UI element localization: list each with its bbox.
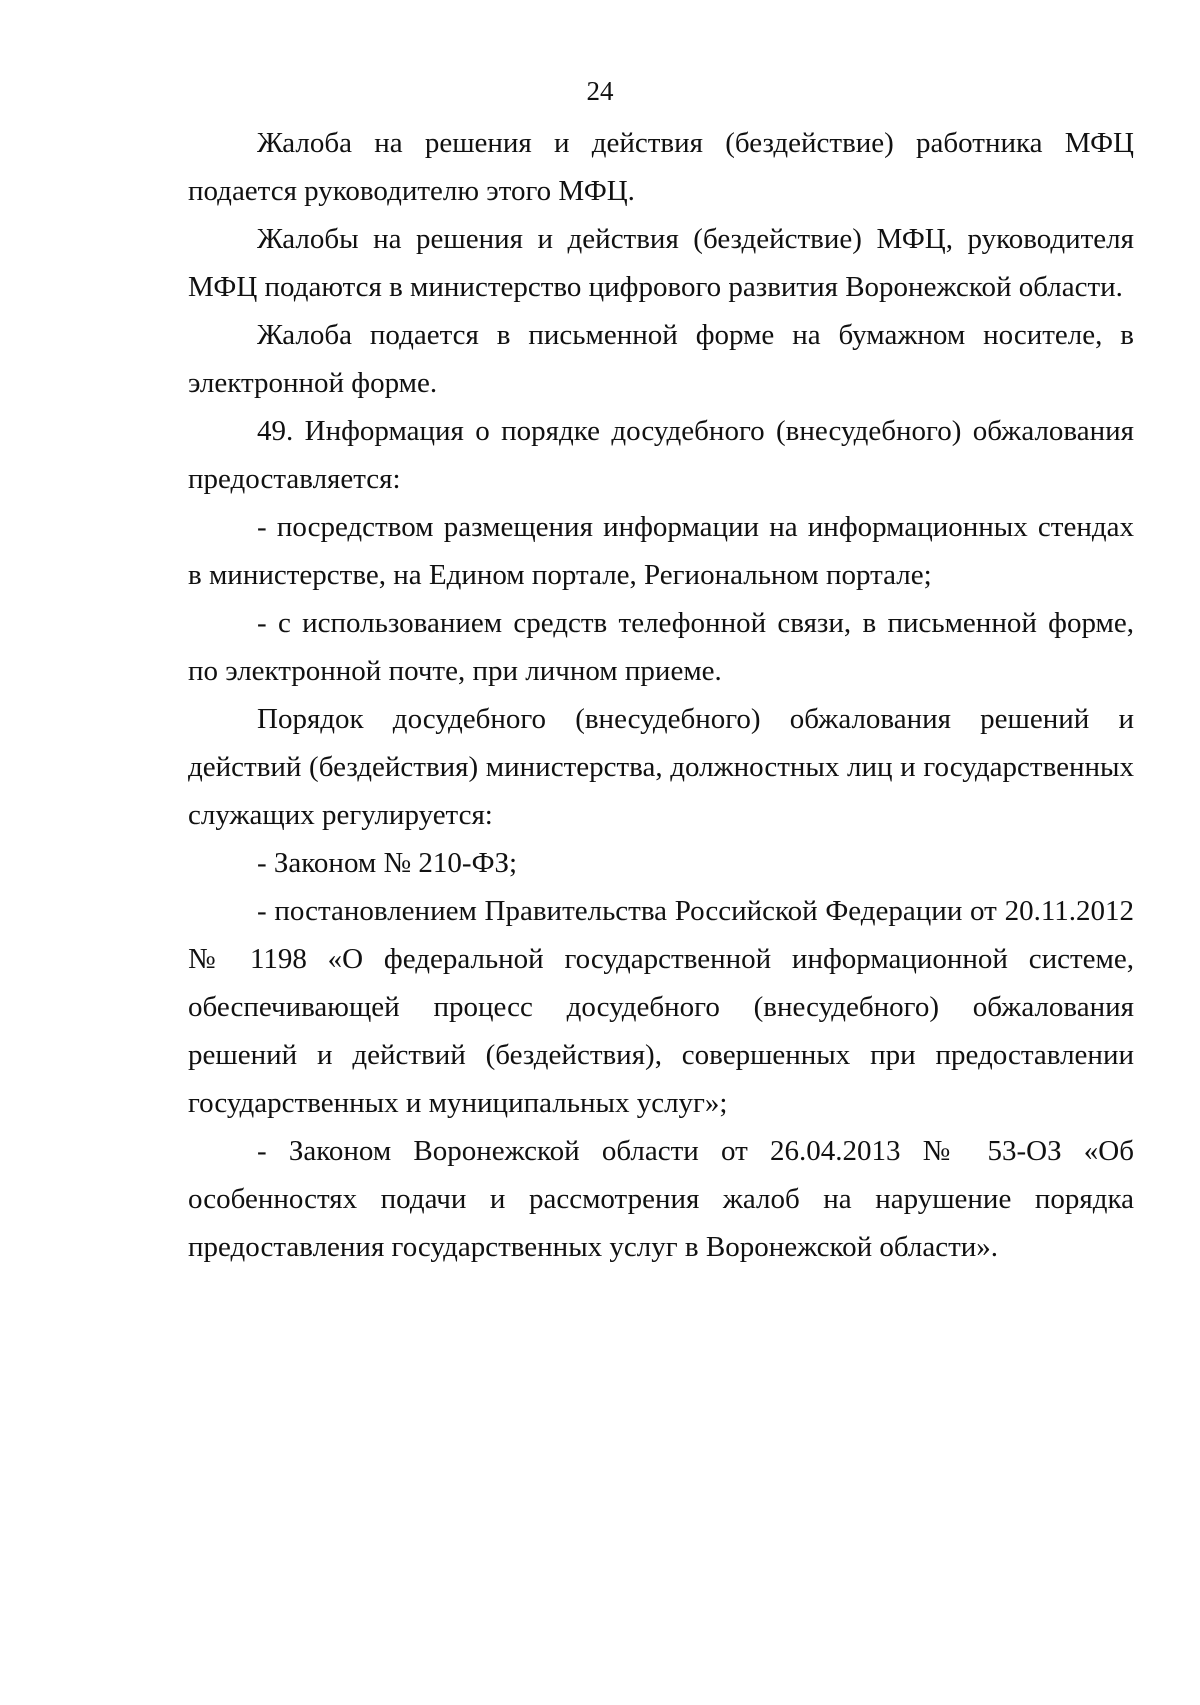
list-item-phone-mail: - с использованием средств телефонной связи, в письменной форме, по электронной почте, при личном приеме. bbox=[188, 607, 1134, 687]
paragraph-49-information: 49. Информация о порядке досудебного (внесудебного) обжалования предоставляется: bbox=[188, 415, 1134, 495]
document-body bbox=[188, 119, 1134, 1271]
list-item-info-stands: - посредством размещения информации на информационных стендах в министерстве, на Едином портале, Региональном портале; bbox=[188, 511, 1134, 591]
list-item-law-210: - Законом № 210-ФЗ; bbox=[257, 847, 518, 879]
list-item-voronezh-law: - Законом Воронежской области от 26.04.2013 № 53-ОЗ «Об особенностях подачи и рассмотрения жалоб на нарушение порядка предоставления государственных услуг в Воронежской области». bbox=[188, 1135, 1134, 1263]
paragraph-complaint-mfc-worker: Жалоба на решения и действия (бездействие) работника МФЦ подается руководителю этого МФЦ. bbox=[188, 127, 1134, 207]
paragraph-appeal-procedure: Порядок досудебного (внесудебного) обжалования решений и действий (бездействия) министерства, должностных лиц и государственных служащих регулируется: bbox=[188, 703, 1134, 831]
page-number: 24 bbox=[586, 76, 614, 106]
paragraph-complaint-form: Жалоба подается в письменной форме на бумажном носителе, в электронной форме. bbox=[188, 319, 1134, 399]
paragraph-complaint-mfc-head: Жалобы на решения и действия (бездействие) МФЦ, руководителя МФЦ подаются в министерство цифрового развития Воронежской области. bbox=[188, 223, 1134, 303]
list-item-government-decree: - постановлением Правительства Российской Федерации от 20.11.2012 № 1198 «О федеральной государственной информационной системе, обеспечивающей процесс досудебного (внесудебного) обжалования решений и действий (бездействия), совершенных при предоставлении государственных и муниципальных услуг»; bbox=[188, 895, 1134, 1119]
